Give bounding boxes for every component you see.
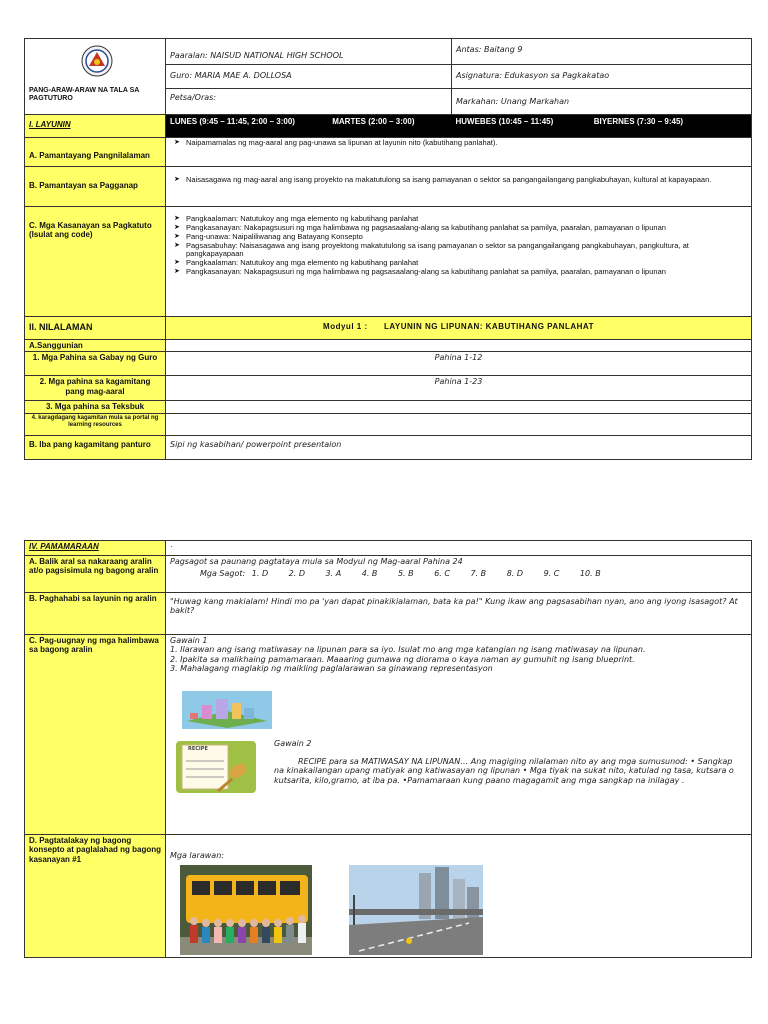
layunin-b-text: ➤ Naisasagawa ng mag-aaral ang isang proyekto na makatutulong sa isang pamayanan o sektor sa pangangailangang pangkabuhayan, kultural at kapayapaan. <box>186 176 747 185</box>
layunin-c-cell <box>166 207 752 317</box>
asignatura: Asignatura: Edukasyon sa Pagkakatao <box>452 65 752 89</box>
layunin-c-label: C. Mga Kasanayan sa Pagkatuto (Isulat ang code) <box>25 207 166 317</box>
markahan: Markahan: Unang Markahan <box>452 89 752 115</box>
balik-aral-text: Pagsagot sa paunang pagtataya mula sa Modyul ng Mag-aaral Pahina 24 <box>170 557 463 566</box>
antas: Antas: Baitang 9 <box>452 39 752 65</box>
modyul-title: Modyul 1 : LAYUNIN NG LIPUNAN: KABUTIHANG PANLAHAT <box>166 317 752 340</box>
balik-aral-label: A. Balik aral sa nakaraang aralin at/o pagsisimula ng bagong aralin <box>25 556 166 593</box>
sanggunian-b-label: B. Iba pang kagamitang panturo <box>25 435 166 459</box>
pag-uugnay-label: C. Pag-uugnay ng mga halimbawa sa bagong aralin <box>25 635 166 835</box>
kasanayan-item: ➤ Pangkasanayan: Nakapagsusuri ng mga halimbawa ng pagsasaalang-alang sa kabutihang panlahat sa pamilya, paaralan, pamayanan o lipunan <box>186 268 747 277</box>
answer-item: 7. B <box>470 569 487 579</box>
gawain-2-text: RECIPE para sa MATIWASAY NA LIPUNAN… Ang magiging nilalaman nito ay ang mga sumusunod: • Sangkap na kinakailangan upang matiyak ang katiwasayan ng lipunan • Mga tiyak na sukat nito, katulad ng tasa, kutsara o kutsarita, kilo,gramo, at iba pa. •Pamamaraan kung paano magagamit ang mga sangkap na inilagay . <box>274 757 734 785</box>
pamamaraan-title: IV. PAMAMARAAN <box>25 541 166 556</box>
layunin-a-cell <box>166 138 752 167</box>
kasanayan-item: ➤ Pangkaalaman: Natutukoy ang mga elemento ng kabutihang panlahat <box>186 215 747 224</box>
city-road-photo <box>349 865 483 955</box>
layunin-title: I. LAYUNIN <box>25 115 166 138</box>
answer-item: 6. C <box>434 569 450 579</box>
mga-larawan-text: Mga larawan: <box>170 851 224 860</box>
answers-label: Mga Sagot: <box>200 569 246 579</box>
layunin-a-label: A. Pamantayang Pangnilalaman <box>25 138 166 167</box>
kasanayan-item: ➤ Pagsasabuhay: Naisasagawa ang isang proyektong makatutulong sa isang pamayanan o sektor sa pangangailangang pangkabuhayan, pangkultura, at pangkapayapaan <box>186 242 747 260</box>
kasanayan-item: ➤ Pang-unawa: Naipaliliwanag ang Batayang Konsepto <box>186 233 747 242</box>
pagtatalakay-cell <box>166 835 752 958</box>
pamamaraan-table <box>24 540 752 958</box>
paaralan: Paaralan: NAISUD NATIONAL HIGH SCHOOL <box>166 39 452 65</box>
paghahabi-label: B. Paghahabi sa layunin ng aralin <box>25 593 166 635</box>
lesson-log-table <box>24 38 752 460</box>
balik-aral-cell <box>166 556 752 593</box>
day-biyernes: BIYERNES (7:30 – 9:45) <box>593 117 684 126</box>
answer-item: 10. B <box>579 569 601 579</box>
recipe-card-label: RECIPE <box>188 746 208 752</box>
kasanayan-item: ➤ Pangkasanayan: Nakapagsusuri ng mga halimbawa ng pagsasaalang-alang sa kabutihang panlahat sa pamilya, paaralan, pamayanan o lipunan <box>186 224 747 233</box>
sanggunian-title: A.Sanggunian <box>25 340 166 352</box>
deped-seal-icon <box>81 45 113 77</box>
day-huwebes: HUWEBES (10:45 – 11:45) <box>455 117 554 126</box>
answer-key <box>170 569 747 578</box>
pag-uugnay-cell <box>166 635 752 835</box>
layunin-b-label: B. Pamantayan sa Pagganap <box>25 167 166 207</box>
day-martes: MARTES (2:00 – 3:00) <box>332 117 415 126</box>
guro: Guro: MARIA MAE A. DOLLOSA <box>166 65 452 89</box>
answer-item: 1. D <box>251 569 269 579</box>
gawain-1-step: 3. Mahalagang maglakip ng maikling paglalarawan sa ginawang representasyon <box>170 664 493 674</box>
gawain-1-step: 1. Ilarawan ang isang matiwasay na lipunan para sa iyo. Isulat mo ang mga katangian ng isang matiwasay na lipunan. <box>170 645 646 655</box>
sanggunian-r4-label: 4. karagdagang kagamitan mula sa portal ng learning resources <box>25 413 166 435</box>
answer-item: 4. B <box>361 569 378 579</box>
gawain-1-step: 2. Ipakita sa malikhaing pamamaraan. Maaaring gumawa ng diorama o kaya naman ay gumuhit ng isang blueprint. <box>170 654 635 664</box>
paghahabi-text: "Huwag kang makialam! Hindi mo pa 'yan dapat pinakikialaman, bata ka pa!" Kung ikaw ang pagsasabihan nyan, ano ang iyong isasagot? At bakit? <box>166 593 752 635</box>
answer-item: 8. D <box>506 569 524 579</box>
doc-title: PANG-ARAW-ARAW NA TALA SA PAGTUTURO <box>29 87 140 103</box>
school-bus-photo <box>180 865 312 955</box>
sanggunian-r2-value: Pahina 1-23 <box>166 376 752 401</box>
sanggunian-r1-value: Pahina 1-12 <box>166 352 752 376</box>
nilalaman-title: II. NILALAMAN <box>25 317 166 340</box>
answer-item: 5. B <box>397 569 414 579</box>
sanggunian-b-value: Sipi ng kasabihan/ powerpoint presentaion <box>166 435 752 459</box>
layunin-a-text: ➤ Naipamamalas ng mag-aaral ang pag-unawa sa lipunan at layunin nito (kabutihang panlahat). <box>186 139 747 148</box>
answer-item: 3. A <box>325 569 342 579</box>
kasanayan-item: ➤ Pangkaalaman: Natutukoy ang mga elemento ng kabutihang panlahat <box>186 259 747 268</box>
city-diorama-image <box>182 691 272 729</box>
day-schedule-bar <box>166 115 752 138</box>
gawain-2-title: Gawain 2 <box>274 739 312 748</box>
pagtatalakay-label: D. Pagtatalakay ng bagong konsepto at paglalahad ng bagong kasanayan #1 <box>25 835 166 958</box>
sanggunian-r3-label: 3. Mga pahina sa Teksbuk <box>25 401 166 413</box>
pamamaraan-title-value: · <box>166 541 752 556</box>
sanggunian-r1-label: 1. Mga Pahina sa Gabay ng Guro <box>25 352 166 376</box>
day-lunes: LUNES (9:45 – 11:45, 2:00 – 3:00) <box>170 117 295 126</box>
answer-item: 9. C <box>543 569 560 579</box>
gawain-1-title: Gawain 1 <box>170 636 208 645</box>
header-logo-cell <box>25 39 166 115</box>
answer-item: 2. D <box>288 569 305 579</box>
layunin-b-cell <box>166 167 752 207</box>
recipe-card-image <box>174 739 258 795</box>
petsa: Petsa/Oras: <box>166 89 452 115</box>
sanggunian-r2-label: 2. Mga pahina sa kagamitang pang mag-aaral <box>25 376 166 401</box>
